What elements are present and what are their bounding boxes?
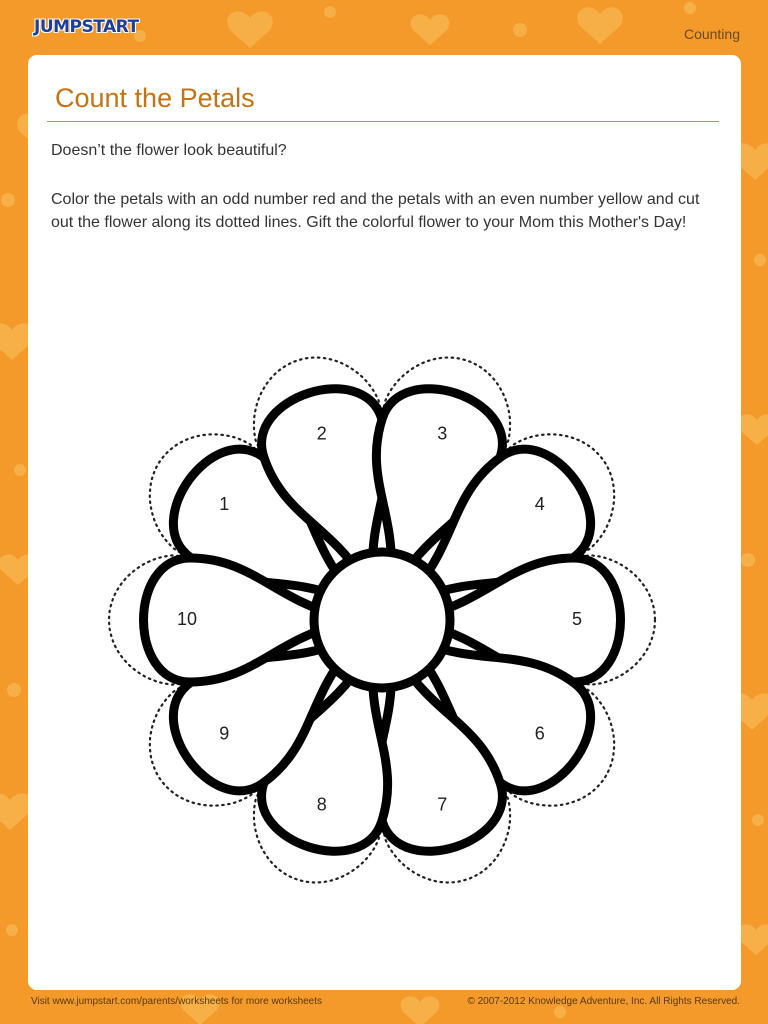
worksheet-card xyxy=(28,55,741,990)
flower-center xyxy=(314,552,450,688)
petal-number-2: 2 xyxy=(316,423,327,444)
petal-number-7: 7 xyxy=(437,794,448,815)
jumpstart-logo: JUMPSTART xyxy=(34,17,139,37)
petal-number-10: 10 xyxy=(176,608,198,629)
petal-number-1: 1 xyxy=(219,494,230,515)
petal-number-4: 4 xyxy=(534,494,545,515)
instructions-text: Color the petals with an odd number red and the petals with an even number yellow and cut out the flower along its dotted lines. Gift the colorful flower to your Mom this Mother's Day! xyxy=(51,191,700,231)
petal-number-5: 5 xyxy=(571,608,583,629)
worksheet-title: Count the Petals xyxy=(55,83,255,113)
flower-diagram xyxy=(28,55,741,990)
petal-number-9: 9 xyxy=(219,723,230,744)
petal-number-6: 6 xyxy=(534,723,545,744)
petal-number-3: 3 xyxy=(437,423,448,444)
footer-copyright: © 2007-2012 Knowledge Adventure, Inc. All Rights Reserved. xyxy=(467,996,740,1007)
category-label: Counting xyxy=(683,26,740,42)
intro-text: Doesn’t the flower look beautiful? xyxy=(51,142,287,159)
petal-number-8: 8 xyxy=(316,794,327,815)
footer-visit-text: Visit www.jumpstart.com/parents/worksheets for more worksheets xyxy=(31,996,323,1007)
